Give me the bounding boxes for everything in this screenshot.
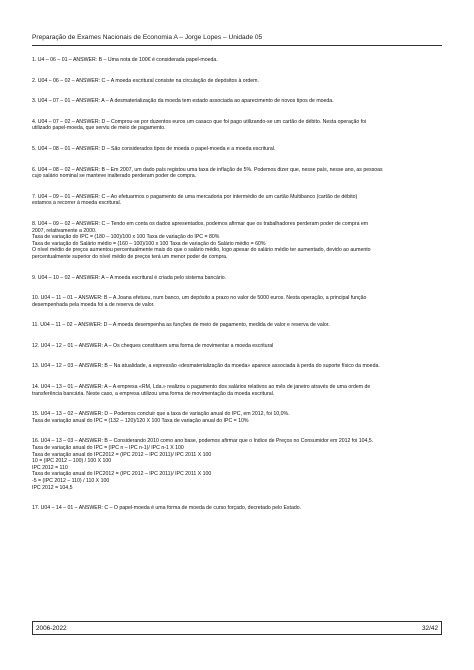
- answer-item: [32, 57, 430, 64]
- answer-line: percentualmente superior do nível médio de preços terá um menor poder de compra.: [32, 253, 228, 260]
- answer-item: [32, 438, 430, 491]
- answer-line: IPC 2012 = 104,5: [32, 484, 73, 491]
- answer-item: [32, 221, 430, 261]
- answer-item: [32, 384, 430, 397]
- answer-line: 17. U04 – 14 – 01 – ANSWER: C – O papel-moeda é uma forma de moeda de curso forçado, decretado pelo Estado.: [32, 505, 302, 512]
- answer-line: IPC 2012 = 110: [32, 464, 68, 471]
- answer-line: 16. U04 – 13 – 03 – ANSWER: B – Considerando 2010 como ano base, podemos afirmar que o Índice de Preços no Consumidor em 2012 foi 104,5.: [32, 438, 374, 445]
- answer-line: 3. U04 – 07 – 01 – ANSWER: A – A desmaterialização da moeda tem estado associada ao aparecimento de novos tipos de moeda.: [32, 98, 334, 105]
- answer-line: Taxa de variação anual do IPC2012 = (IPC 2012 – IPC 2011)/ IPC 2011 X 100: [32, 451, 212, 458]
- answer-line: Taxa de variação do IPC = (180 – 100)/100 x 100 Taxa de variação do IPC = 80%: [32, 234, 220, 241]
- footer-frame: [32, 621, 442, 635]
- answer-line: 8. U04 – 09 – 02 – ANSWER: C – Tendo em conta os dados apresentados, podemos afirmar que os trabalhadores perderam poder de compra em: [32, 220, 369, 227]
- footer-years: 2006-2022: [36, 625, 67, 632]
- answer-line: desempenhada pela moeda foi a de reserva de valor.: [32, 301, 155, 308]
- answer-item: [32, 322, 430, 329]
- answer-line: O nível médio de preços aumentou percentualmente mais do que o salário médio, logo apesar do salário médio ter aumentado, devido ao aumento: [32, 247, 371, 254]
- answer-line: 11. U04 – 11 – 02 – ANSWER: D – A moeda desempenha as funções de meio de pagamento, medida de valor e reserva de valor.: [32, 322, 330, 329]
- answer-line: 9. U04 – 10 – 02 – ANSWER: A – A moeda escritural é criada pelo sistema bancário.: [32, 274, 227, 281]
- answer-line: Taxa de variação do Salário médio = (160 – 100)/100 x 100 Taxa de variação do Salário médio = 60%: [32, 240, 266, 247]
- answer-line: utilizado papel-moeda, que serviu de meio de pagamento.: [32, 125, 166, 132]
- answer-item: [32, 275, 430, 282]
- answer-line: 13. U04 – 12 – 03 – ANSWER: B – Na atualidade, a expressão «desmaterialização da moeda» aparece associada à perda do suporte físico da moeda.: [32, 363, 380, 370]
- answer-line: -5 = (IPC 2012 – 110) / 110 X 100: [32, 478, 110, 484]
- answer-line: 10. U04 – 11 – 01 – ANSWER: B – A Joana efetuou, num banco, um depósito a prazo no valor de 5000 euros. Nesta operação, a principal função: [32, 295, 367, 302]
- answer-line: 12. U04 – 12 – 01 – ANSWER: A – Os cheques constituem uma forma de movimentar a moeda escritural: [32, 342, 274, 349]
- header-divider: [32, 45, 442, 46]
- page-number: 32/42: [422, 625, 438, 632]
- answer-line: 10 = (IPC 2012 – 100) / 100 X 100: [32, 458, 112, 465]
- answer-item: [32, 119, 430, 132]
- answer-item: [32, 167, 430, 180]
- answer-line: cujo salário nominal se manteve inalterado perderam poder de compra.: [32, 173, 197, 180]
- answer-line: transferência bancária. Neste caso, a empresa utilizou uma forma de movimentação da moeda escritural.: [32, 390, 275, 397]
- answer-line: Taxa de variação anual do IPC = (IPC n – IPC n-1)/ IPC n-1 X 100: [32, 445, 184, 452]
- answer-line: 2. U04 – 06 – 02 – ANSWER: C – A moeda escritural consiste na circulação de depósitos à ordem.: [32, 77, 259, 84]
- answer-line: 14. U04 – 13 – 01 – ANSWER: A – A empresa «RM, Lda.» realizou o pagamento dos salários relativos ao mês de janeiro através de uma ordem de: [32, 384, 371, 391]
- answer-item: [32, 295, 430, 308]
- answer-list: [32, 57, 430, 526]
- answer-line: 5. U04 – 08 – 01 – ANSWER: D – São considerados tipos de moeda o papel-moeda e a moeda escritural.: [32, 145, 276, 152]
- answer-line: 2007, relativamente a 2000.: [32, 227, 97, 234]
- answer-item: [32, 505, 430, 512]
- answer-line: Taxa de variação anual do IPC2012 = (IPC 2012 – IPC 2011)/ IPC 2011 X 100: [32, 471, 212, 478]
- answer-item: [32, 411, 430, 424]
- answer-item: [32, 194, 430, 207]
- answer-line: estamos a recorrer à moeda escritural.: [32, 200, 122, 207]
- answer-line: 1. U4 – 06 – 01 – ANSWER: B – Uma nota de 100€ é considerada papel-moeda.: [32, 57, 218, 63]
- answer-line: Taxa de variação anual do IPC = (132 – 120)/120 X 100 Taxa de variação anual do IPC = 10%: [32, 417, 249, 424]
- answer-line: 7. U04 – 09 – 01 – ANSWER: C – Ao efetuarmos o pagamento de uma mercadoria por intermédio de um cartão Multibanco (cartão de débito): [32, 193, 358, 200]
- answer-line: 15. U04 – 13 – 02 – ANSWER: D – Podemos concluir que a taxa de variação anual do IPC, em 2012, foi 10,0%.: [32, 411, 290, 418]
- answer-item: [32, 146, 430, 153]
- answer-item: [32, 363, 430, 370]
- answer-line: 6. U04 – 08 – 02 – ANSWER: B – Em 2007, um dado país registou uma taxa de inflação de 5%. Podemos dizer que, nesse país, nesse ano, as pessoas: [32, 166, 383, 173]
- answer-line: 4. U04 – 07 – 02 – ANSWER: D – Comprou-se por duzentos euros um casaco que foi pago utilizando-se um cartão de débito. Nesta operação foi: [32, 118, 367, 125]
- page-header: Preparação de Exames Nacionais de Economia A – Jorge Lopes – Unidade 05: [32, 34, 263, 41]
- answer-item: [32, 98, 430, 105]
- answer-item: [32, 78, 430, 85]
- answer-item: [32, 343, 430, 350]
